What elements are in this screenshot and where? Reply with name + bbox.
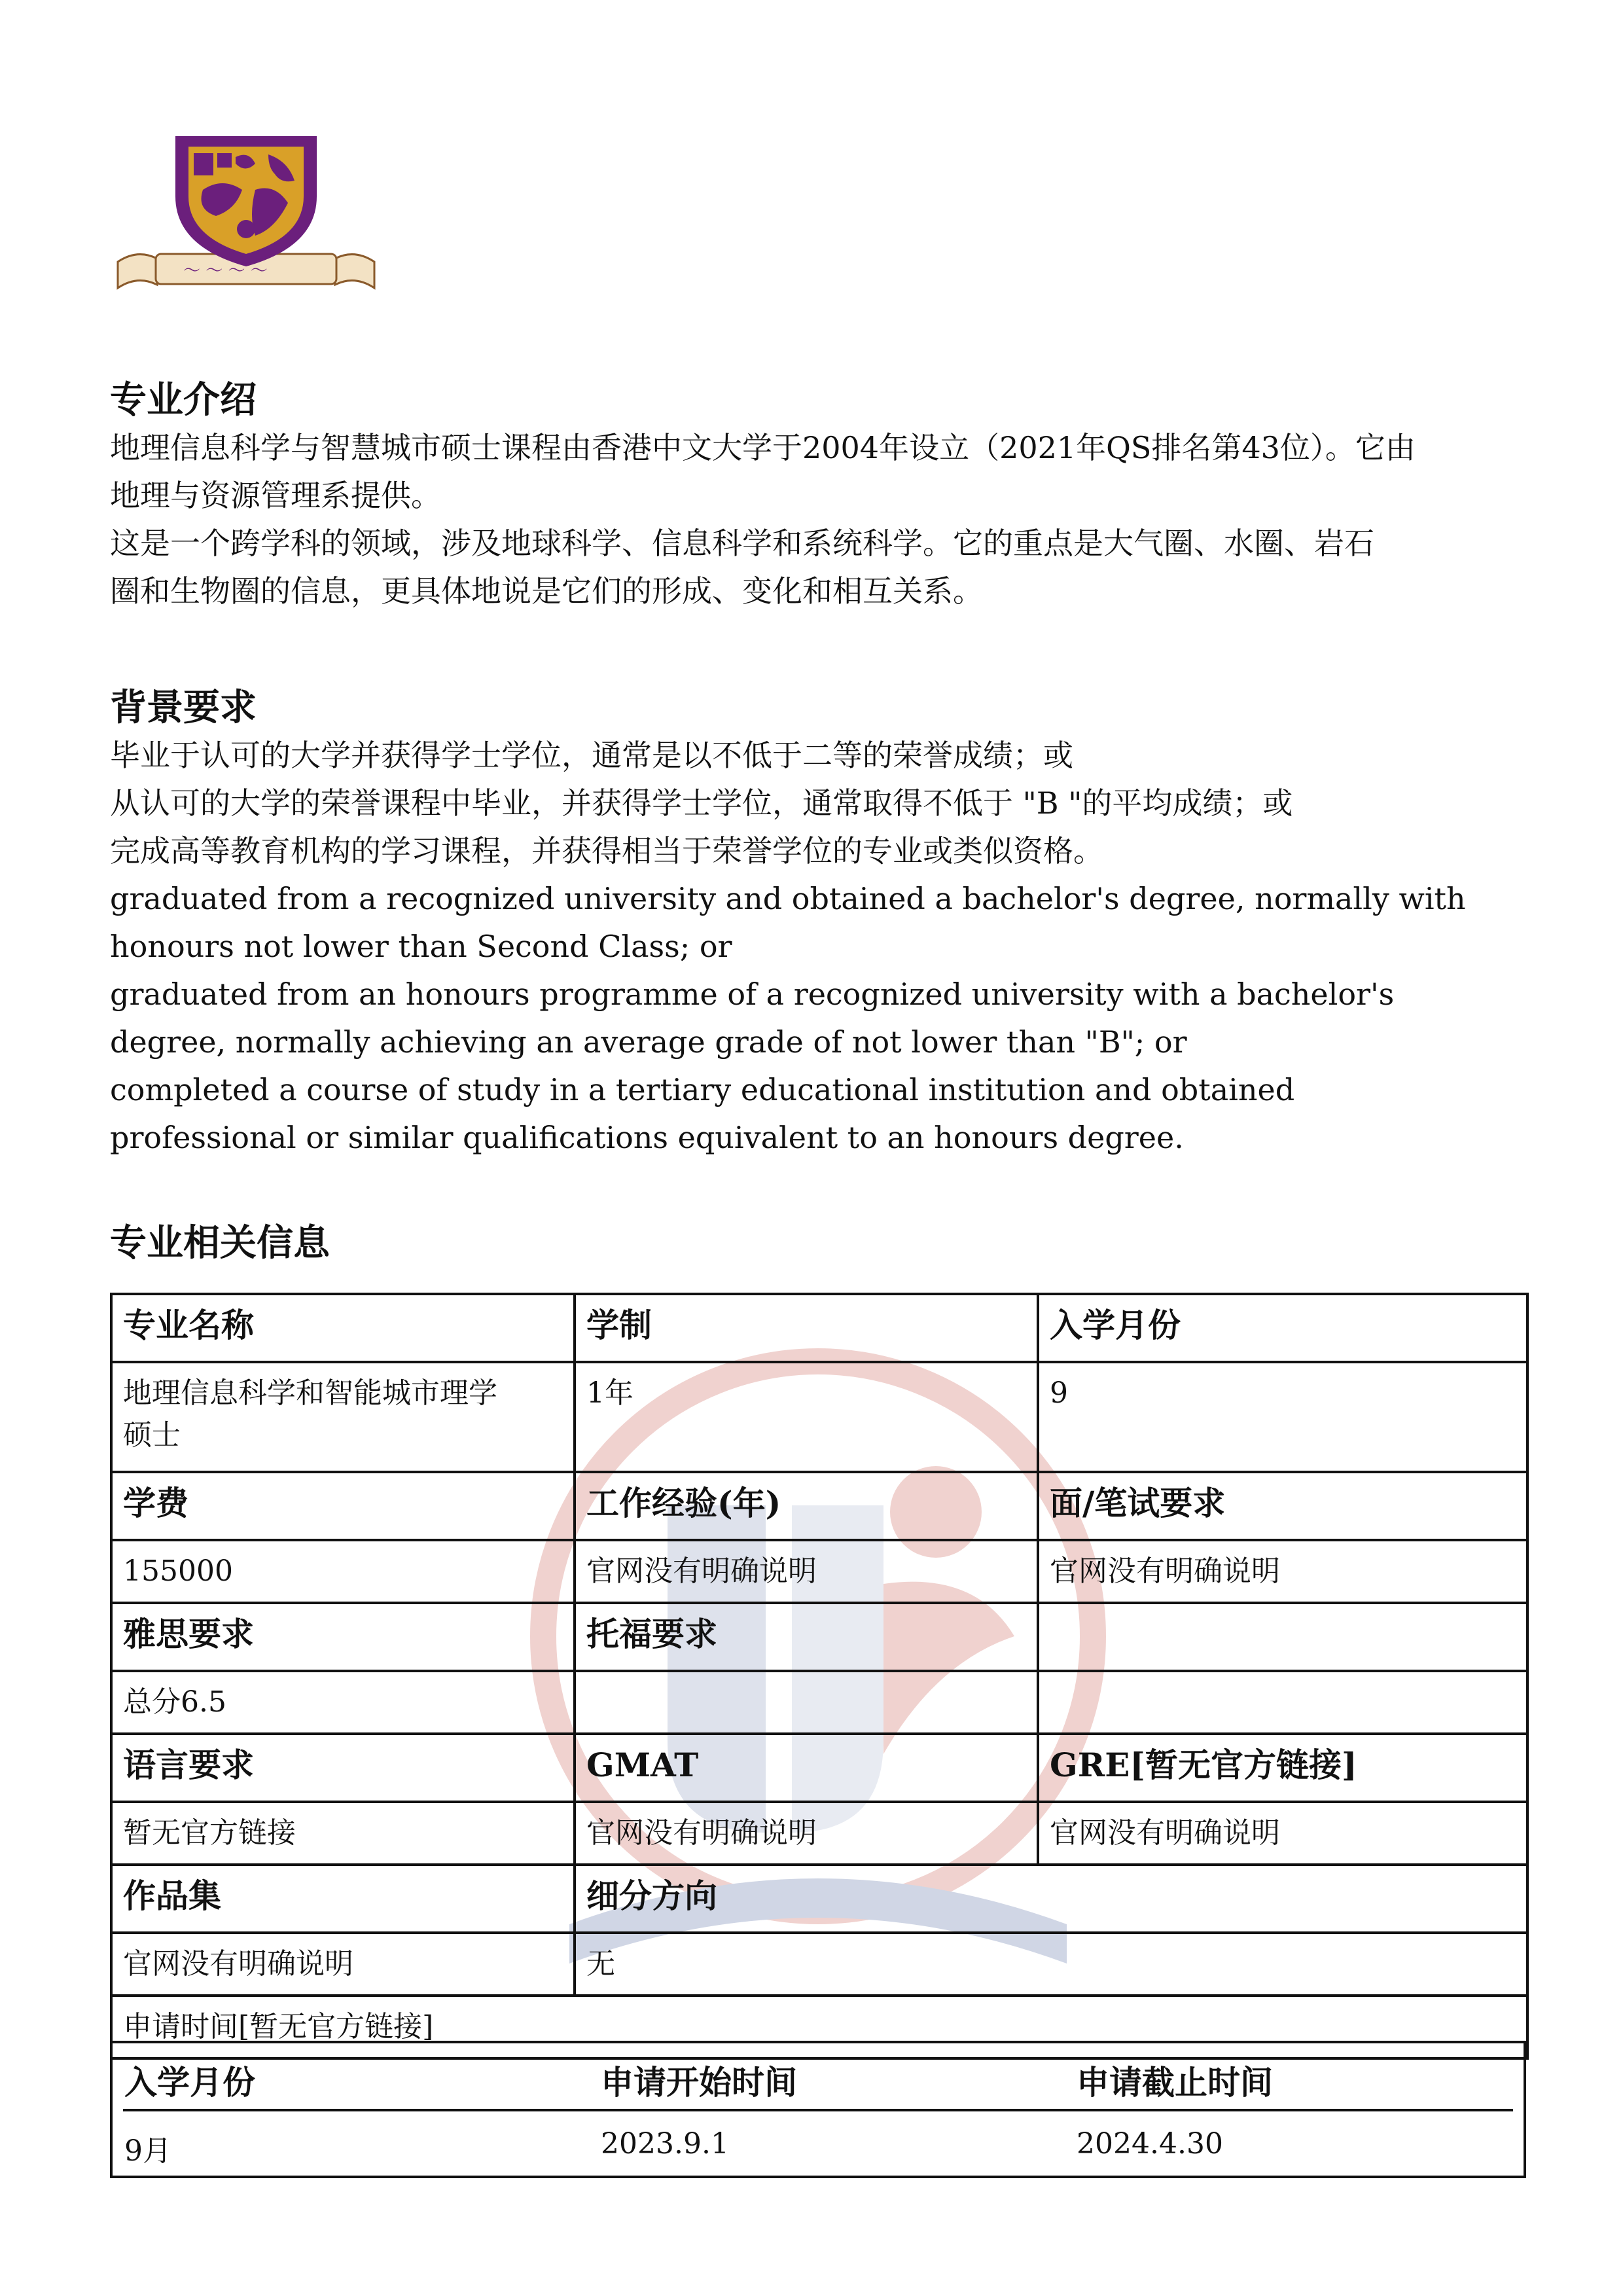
portfolio-value: 官网没有明确说明 xyxy=(111,1933,575,1996)
gmat-value: 官网没有明确说明 xyxy=(575,1802,1038,1865)
background-line: 从认可的大学的荣誉课程中毕业，并获得学士学位，通常取得不低于 "B "的平均成绩；或 xyxy=(110,785,1293,821)
intake-label: 入学月份 xyxy=(1038,1294,1527,1362)
svg-text:〜 〜 〜 〜: 〜 〜 〜 〜 xyxy=(183,261,268,281)
background-line: 完成高等教育机构的学习课程，并获得相当于荣誉学位的专业或类似资格。 xyxy=(110,833,1103,869)
section-title-info: 专业相关信息 xyxy=(110,1222,330,1265)
interview-value: 官网没有明确说明 xyxy=(1038,1540,1527,1603)
duration-label: 学制 xyxy=(575,1294,1038,1362)
table-row xyxy=(111,1603,1527,1671)
background-paragraph xyxy=(110,732,1524,1162)
gre-value: 官网没有明确说明 xyxy=(1038,1802,1527,1865)
application-schedule-table xyxy=(110,2041,1526,2178)
application-time-label: 申请时间[暂无官方链接] xyxy=(111,1996,1527,2058)
schedule-start-value: 2023.9.1 xyxy=(601,2127,729,2161)
program-name-value-line: 硕士 xyxy=(123,1418,181,1452)
table-row xyxy=(111,1734,1527,1802)
schedule-deadline-value: 2024.4.30 xyxy=(1077,2127,1223,2161)
intro-line: 这是一个跨学科的领域，涉及地球科学、信息科学和系统科学。它的重点是大气圈、水圈、岩石 xyxy=(110,526,1374,561)
language-value: 暂无官方链接 xyxy=(111,1802,575,1865)
university-crest-logo xyxy=(111,124,381,301)
program-info-table xyxy=(110,1293,1529,2060)
work-experience-label: 工作经验(年) xyxy=(575,1472,1038,1540)
program-name-value xyxy=(111,1362,575,1472)
intro-paragraph xyxy=(110,424,1524,615)
section-title-intro: 专业介绍 xyxy=(110,379,257,422)
table-row xyxy=(111,1802,1527,1865)
table-row xyxy=(111,1294,1527,1362)
tuition-label: 学费 xyxy=(111,1472,575,1540)
table-row xyxy=(111,1671,1527,1734)
table-row xyxy=(111,1472,1527,1540)
interview-label: 面/笔试要求 xyxy=(1038,1472,1527,1540)
toefl-value xyxy=(575,1671,1038,1734)
program-name-value-line: 地理信息科学和智能城市理学 xyxy=(123,1376,497,1410)
schedule-deadline-label: 申请截止时间 xyxy=(1077,2063,1273,2102)
ielts-value: 总分6.5 xyxy=(111,1671,575,1734)
ielts-label: 雅思要求 xyxy=(111,1603,575,1671)
specialization-value: 无 xyxy=(575,1933,1527,1996)
empty-cell xyxy=(1038,1603,1527,1671)
program-name-label: 专业名称 xyxy=(111,1294,575,1362)
schedule-intake-label: 入学月份 xyxy=(124,2063,255,2102)
specialization-label: 细分方向 xyxy=(575,1865,1527,1933)
background-line: honours not lower than Second Class; or xyxy=(110,929,732,964)
section-title-background: 背景要求 xyxy=(110,687,257,729)
background-line: degree, normally achieving an average grade of not lower than "B"; or xyxy=(110,1024,1187,1060)
work-experience-value: 官网没有明确说明 xyxy=(575,1540,1038,1603)
gre-label: GRE[暂无官方链接] xyxy=(1038,1734,1527,1802)
table-row xyxy=(111,1933,1527,1996)
language-label: 语言要求 xyxy=(111,1734,575,1802)
intro-line: 地理信息科学与智慧城市硕士课程由香港中文大学于2004年设立（2021年QS排名第43位）。它由 xyxy=(110,430,1416,465)
intake-value: 9 xyxy=(1038,1362,1527,1472)
table-row xyxy=(111,1540,1527,1603)
intro-line: 圈和生物圈的信息，更具体地说是它们的形成、变化和相互关系。 xyxy=(110,573,983,609)
table-row xyxy=(111,1865,1527,1933)
background-line: professional or similar qualifications equivalent to an honours degree. xyxy=(110,1120,1184,1155)
portfolio-label: 作品集 xyxy=(111,1865,575,1933)
tuition-value: 155000 xyxy=(111,1540,575,1603)
table-row xyxy=(111,1362,1527,1472)
background-line: graduated from an honours programme of a recognized university with a bachelor's xyxy=(110,977,1395,1012)
empty-cell xyxy=(1038,1671,1527,1734)
schedule-divider xyxy=(123,2109,1513,2111)
background-line: completed a course of study in a tertiary educational institution and obtained xyxy=(110,1072,1295,1107)
schedule-start-label: 申请开始时间 xyxy=(601,2063,797,2102)
gmat-label: GMAT xyxy=(575,1734,1038,1802)
toefl-label: 托福要求 xyxy=(575,1603,1038,1671)
duration-value: 1年 xyxy=(575,1362,1038,1472)
intro-line: 地理与资源管理系提供。 xyxy=(110,478,441,513)
schedule-intake-value: 9月 xyxy=(124,2134,171,2168)
background-line: graduated from a recognized university and obtained a bachelor's degree, normally with xyxy=(110,881,1466,916)
background-line: 毕业于认可的大学并获得学士学位，通常是以不低于二等的荣誉成绩；或 xyxy=(110,738,1073,773)
